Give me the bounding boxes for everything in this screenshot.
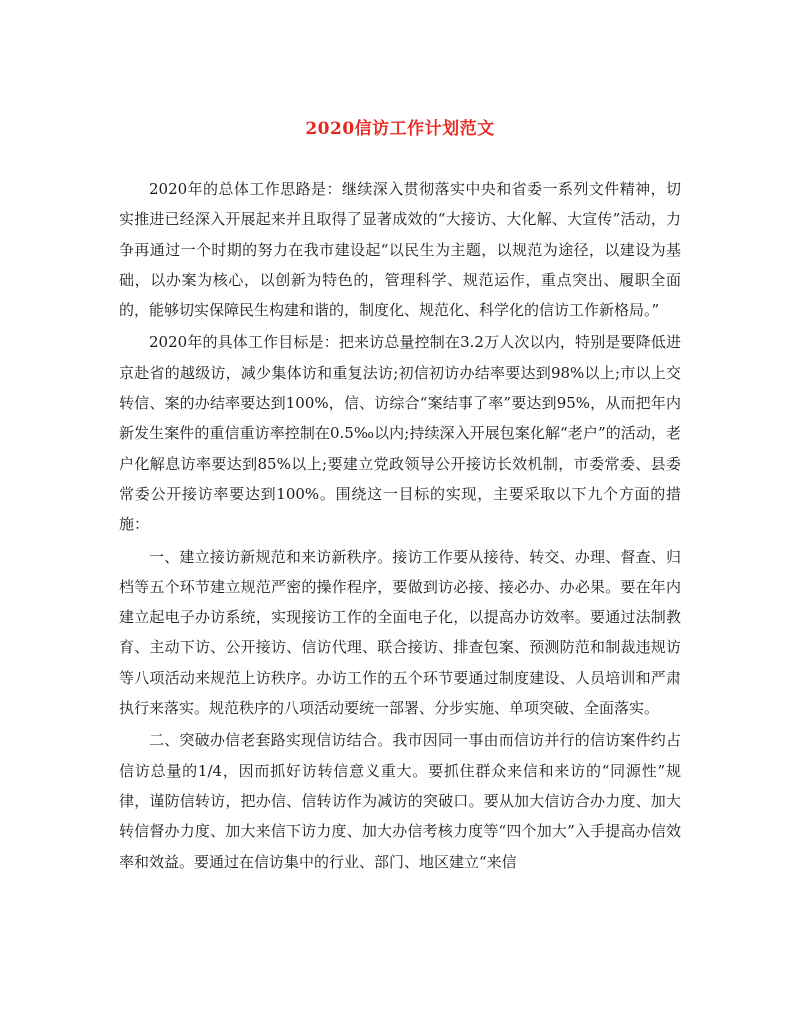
document-title: 2020信访工作计划范文 (305, 119, 495, 139)
paragraph-overall-approach: 2020年的总体工作思路是：继续深入贯彻落实中央和省委一系列文件精神，切实推进已经深入开展起来并且取得了显著成效的“大接访、大化解、大宣传”活动，力争再通过一个时期的努力在我市建设起“以民生为主题，以规范为途径，以建设为基础，以办案为核心，以创新为特色的，管理科学、规范运作，重点突出、履职全面的，能够切实保障民生构建和谐的，制度化、规范化、科学化的信访工作新格局。” (119, 180, 681, 320)
paragraph-measure-two: 二、突破办信老套路实现信访结合。我市因同一事由而信访并行的信访案件约占信访总量的1/4，因而抓好访转信意义重大。要抓住群众来信和来访的“同源性”规律，谨防信转访，把办信、信转访作为减访的突破口。要从加大信访合办力度、加大转信督办力度、加大来信下访力度、加大办信考核力度等“四个加大”入手提高办信效率和效益。要通过在信访集中的行业、部门、地区建立“来信 (119, 731, 681, 871)
document-body (119, 174, 681, 879)
paragraph-specific-goals: 2020年的具体工作目标是：把来访总量控制在3.2万人次以内，特别是要降低进京赴省的越级访，减少集体访和重复法访;初信初访办结率要达到98%以上;市以上交转信、案的办结率要达到100%，信、访综合“案结事了率”要达到95%，从而把年内新发生案件的重信重访率控制在0.5‰以内;持续深入开展包案化解“老户”的活动，老户化解息访率要达到85%以上;要建立党政领导公开接访长效机制，市委常委、县委常委公开接访率要达到100%。围绕这一目标的实现，主要采取以下九个方面的措施： (119, 333, 681, 534)
paragraph-measure-one: 一、建立接访新规范和来访新秩序。接访工作要从接待、转交、办理、督查、归档等五个环节建立规范严密的操作程序，要做到访必接、接必办、办必果。要在年内建立起电子办访系统，实现接访工作的全面电子化，以提高办访效率。要通过法制教育、主动下访、公开接访、信访代理、联合接访、排查包案、预测防范和制裁违规访等八项活动来规范上访秩序。办访工作的五个环节要通过制度建设、人员培训和严肃执行来落实。规范秩序的八项活动要统一部署、分步实施、单项突破、全面落实。 (119, 547, 681, 718)
